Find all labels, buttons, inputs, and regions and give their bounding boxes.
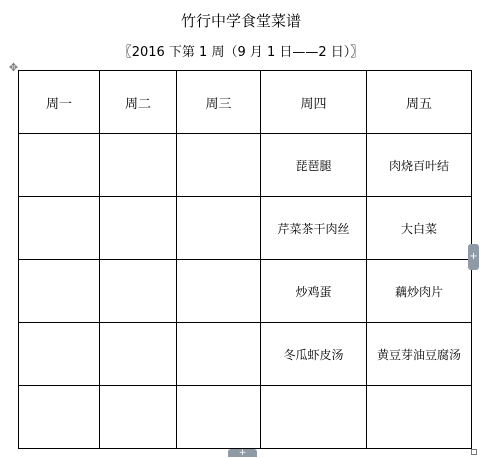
- table-cell[interactable]: [100, 134, 177, 197]
- table-cell[interactable]: 琵琶腿: [261, 134, 367, 197]
- table-move-icon[interactable]: ✥: [8, 61, 19, 74]
- header-cell[interactable]: 周四: [261, 71, 367, 134]
- table-cell[interactable]: 藕炒肉片: [367, 260, 472, 323]
- document-subtitle: 〖2016 下第 1 周（9 月 1 日——2 日）〗: [118, 45, 364, 60]
- table-cell[interactable]: [177, 386, 261, 449]
- table-row: [19, 197, 472, 260]
- document-title: 竹行中学食堂菜谱: [180, 12, 301, 30]
- header-cell[interactable]: 周一: [19, 71, 100, 134]
- table-row: [19, 260, 472, 323]
- table-row: [19, 323, 472, 386]
- table-cell[interactable]: [19, 197, 100, 260]
- add-column-plus-icon[interactable]: +: [468, 244, 479, 270]
- table-cell[interactable]: [19, 260, 100, 323]
- table-cell[interactable]: [177, 323, 261, 386]
- table-cell[interactable]: [177, 197, 261, 260]
- table-cell[interactable]: [367, 386, 472, 449]
- table-cell[interactable]: [19, 386, 100, 449]
- table-cell[interactable]: [100, 197, 177, 260]
- table-resize-handle[interactable]: [471, 449, 477, 455]
- header-cell[interactable]: 周三: [177, 71, 261, 134]
- table-cell[interactable]: [100, 386, 177, 449]
- table-cell[interactable]: 大白菜: [367, 197, 472, 260]
- table-cell[interactable]: [177, 260, 261, 323]
- add-row-plus-icon[interactable]: +: [228, 449, 257, 457]
- table-cell[interactable]: 黄豆芽油豆腐汤: [367, 323, 472, 386]
- table-cell[interactable]: [19, 323, 100, 386]
- table-row: [19, 386, 472, 449]
- table-cell[interactable]: 芹菜茶干肉丝: [261, 197, 367, 260]
- header-row: [19, 71, 472, 134]
- table-cell[interactable]: 冬瓜虾皮汤: [261, 323, 367, 386]
- table-cell[interactable]: [100, 323, 177, 386]
- menu-table: [18, 70, 472, 449]
- header-cell[interactable]: 周五: [367, 71, 472, 134]
- table-row: [19, 134, 472, 197]
- table-cell[interactable]: [177, 134, 261, 197]
- header-cell[interactable]: 周二: [100, 71, 177, 134]
- table-cell[interactable]: [19, 134, 100, 197]
- table-cell[interactable]: [261, 386, 367, 449]
- table-cell[interactable]: 肉烧百叶结: [367, 134, 472, 197]
- table-cell[interactable]: [100, 260, 177, 323]
- table-cell[interactable]: 炒鸡蛋: [261, 260, 367, 323]
